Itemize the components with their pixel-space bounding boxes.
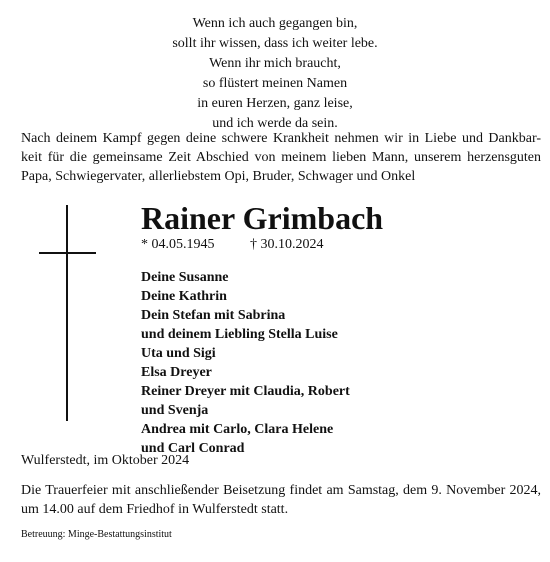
mourner-line: und Svenja <box>141 403 209 418</box>
mourner-line: und deinem Liebling Stella Luise <box>141 327 338 342</box>
poem-line: Wenn ihr mich braucht, <box>209 56 341 71</box>
death-date: † 30.10.2024 <box>250 237 324 252</box>
poem-line: Wenn ich auch gegangen bin, <box>192 16 358 31</box>
intro-line: Nach deinem Kampf gegen deine schwere Krankheit nehmen wir in Liebe und Dankbar- <box>21 131 541 146</box>
mourner-line: Dein Stefan mit Sabrina <box>141 308 286 323</box>
birth-date: * 04.05.1945 <box>141 237 215 252</box>
funeral-line: um 14.00 auf dem Friedhof in Wulferstedt statt. <box>21 502 289 517</box>
poem-line: und ich werde da sein. <box>212 116 338 131</box>
poem-line: so flüstert meinen Namen <box>202 76 348 91</box>
funeral-home-credit: Betreuung: Minge-Bestattungsinstitut <box>21 529 172 540</box>
mourners-list <box>141 268 350 458</box>
funeral-line: Die Trauerfeier mit anschließender Beisetzung findet am Samstag, dem 9. November 2024, <box>21 483 541 498</box>
deceased-name: Rainer Grimbach <box>141 200 384 236</box>
mourner-line: und Carl Conrad <box>141 441 245 456</box>
intro-line: Papa, Schwiegervater, allerliebstem Opi, Bruder, Schwager und Onkel <box>21 169 416 184</box>
cross-icon <box>39 205 96 421</box>
poem-line: in euren Herzen, ganz leise, <box>197 96 353 111</box>
intro-line: keit für die gemeinsame Zeit Abschied von meinem lieben Mann, unserem herzensguten <box>21 150 541 165</box>
poem-line: sollt ihr wissen, dass ich weiter lebe. <box>172 36 378 51</box>
place-and-date: Wulferstedt, im Oktober 2024 <box>21 453 190 468</box>
cross-vertical-bar <box>66 205 68 421</box>
mourner-line: Deine Kathrin <box>141 289 227 304</box>
poem <box>0 14 550 134</box>
mourner-line: Reiner Dreyer mit Claudia, Robert <box>141 384 350 399</box>
mourner-line: Deine Susanne <box>141 270 229 285</box>
mourner-line: Andrea mit Carlo, Clara Helene <box>141 422 334 437</box>
intro-paragraph <box>21 129 541 186</box>
mourner-line: Uta und Sigi <box>141 346 216 361</box>
cross-horizontal-bar <box>39 252 96 254</box>
funeral-info <box>21 481 541 519</box>
mourner-line: Elsa Dreyer <box>141 365 212 380</box>
